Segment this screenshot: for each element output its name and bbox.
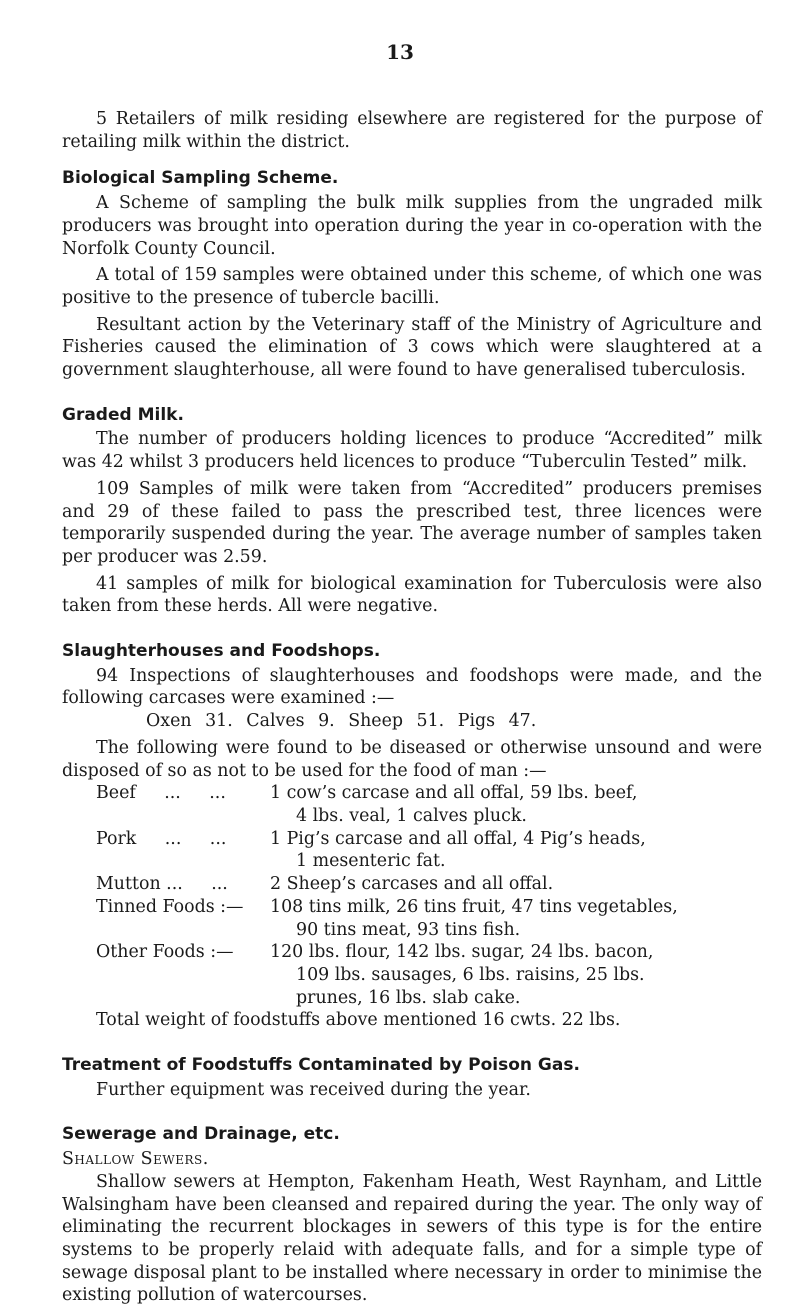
food-row xyxy=(62,828,762,873)
total-weight: Total weight of foodstuffs above mentioned 16 cwts. 22 lbs. xyxy=(96,1010,621,1031)
food-category-label: Mutton ... ... xyxy=(96,874,228,895)
food-detail-line: 1 mesenteric fat. xyxy=(296,851,446,872)
food-detail-line: 109 lbs. sausages, 6 lbs. raisins, 25 lbs. xyxy=(296,964,645,985)
food-row xyxy=(62,896,762,941)
food-category-details xyxy=(270,782,762,827)
food-detail-line: 1 cow’s carcase and all offal, 59 lbs. beef, xyxy=(270,783,638,804)
biological-paragraph-1: A Scheme of sampling the bulk milk supplies from the ungraded milk producers was brought into operation during the year in co-operation with the Norfolk County Council. xyxy=(62,193,762,259)
biological-paragraph-2: A total of 159 samples were obtained under this scheme, of which one was positive to the presence of tubercle bacilli. xyxy=(62,265,762,308)
sewerage-paragraph: Shallow sewers at Hempton, Fakenham Heath, West Raynham, and Little Walsingham have been cleansed and repaired during the year. The only way of eliminating the recurrent blockages in sewers of this type is for the entire systems to be properly relaid with adequate falls, and for a simple type of sewage disposal plant to be installed where necessary in order to minimise the existing pollution of watercourses. xyxy=(62,1171,762,1306)
food-detail-line: 4 lbs. veal, 1 calves pluck. xyxy=(296,805,527,826)
food-detail-line: 108 tins milk, 26 tins fruit, 47 tins vegetables, xyxy=(270,896,678,917)
graded-milk-heading: Graded Milk. xyxy=(62,404,184,425)
condemned-food-table xyxy=(62,782,762,1009)
food-category-label: Tinned Foods :— xyxy=(96,896,244,917)
slaughter-paragraph-2: The following were found to be diseased or otherwise unsound and were disposed of so as not to be used for the food of man :— xyxy=(62,737,762,781)
food-detail-line: 90 tins meat, 93 tins fish. xyxy=(296,919,521,940)
carcase-counts: Oxen 31. Calves 9. Sheep 51. Pigs 47. xyxy=(146,711,537,732)
page-content xyxy=(62,108,762,1307)
food-category-details xyxy=(270,941,762,1009)
food-row xyxy=(62,873,762,896)
slaughterhouses-heading: Slaughterhouses and Foodshops. xyxy=(62,641,381,662)
biological-sampling-heading: Biological Sampling Scheme. xyxy=(62,168,339,189)
intro-paragraph: 5 Retailers of milk residing elsewhere are registered for the purpose of retailing milk within the district. xyxy=(62,109,762,152)
food-row xyxy=(62,941,762,1009)
food-detail-line: prunes, 16 lbs. slab cake. xyxy=(296,987,521,1008)
graded-paragraph-3: 41 samples of milk for biological examination for Tuberculosis were also taken from these herds. All were negative. xyxy=(62,573,762,617)
food-category-label: Other Foods :— xyxy=(96,942,234,963)
food-category-label: Pork ... ... xyxy=(96,828,227,849)
graded-paragraph-1: The number of producers holding licences to produce “Accredited” milk was 42 whilst 3 producers held licences to produce “Tuberculin Tested” milk. xyxy=(62,429,762,473)
poison-gas-heading: Treatment of Foodstuffs Contaminated by Poison Gas. xyxy=(62,1055,580,1076)
sewerage-heading: Sewerage and Drainage, etc. xyxy=(62,1124,340,1145)
food-detail-line: 120 lbs. flour, 142 lbs. sugar, 24 lbs. bacon, xyxy=(270,942,654,963)
food-detail-line: 1 Pig’s carcase and all offal, 4 Pig’s heads, xyxy=(270,828,646,849)
poison-paragraph: Further equipment was received during the year. xyxy=(96,1079,531,1100)
graded-paragraph-2: 109 Samples of milk were taken from “Accredited” producers premises and 29 of these failed to pass the prescribed test, three licences were temporarily suspended during the year. The average number of samples taken per producer was 2.59. xyxy=(62,478,762,567)
food-category-details xyxy=(270,873,762,896)
food-category-details xyxy=(270,828,762,873)
biological-paragraph-3: Resultant action by the Veterinary staff of the Ministry of Agriculture and Fisheries caused the elimination of 3 cows which were slaughtered at a government slaughterhouse, all were found to have generalised tuberculosis. xyxy=(62,314,762,381)
food-category-label: Beef ... ... xyxy=(96,783,226,804)
shallow-sewers-subheading: Shallow Sewers. xyxy=(62,1149,209,1170)
slaughter-paragraph-1: 94 Inspections of slaughterhouses and foodshops were made, and the following carcases were examined :— xyxy=(62,665,762,709)
food-detail-line: 2 Sheep’s carcases and all offal. xyxy=(270,874,554,895)
page-number: 13 xyxy=(386,40,414,64)
food-category-details xyxy=(270,896,762,941)
food-row xyxy=(62,782,762,827)
